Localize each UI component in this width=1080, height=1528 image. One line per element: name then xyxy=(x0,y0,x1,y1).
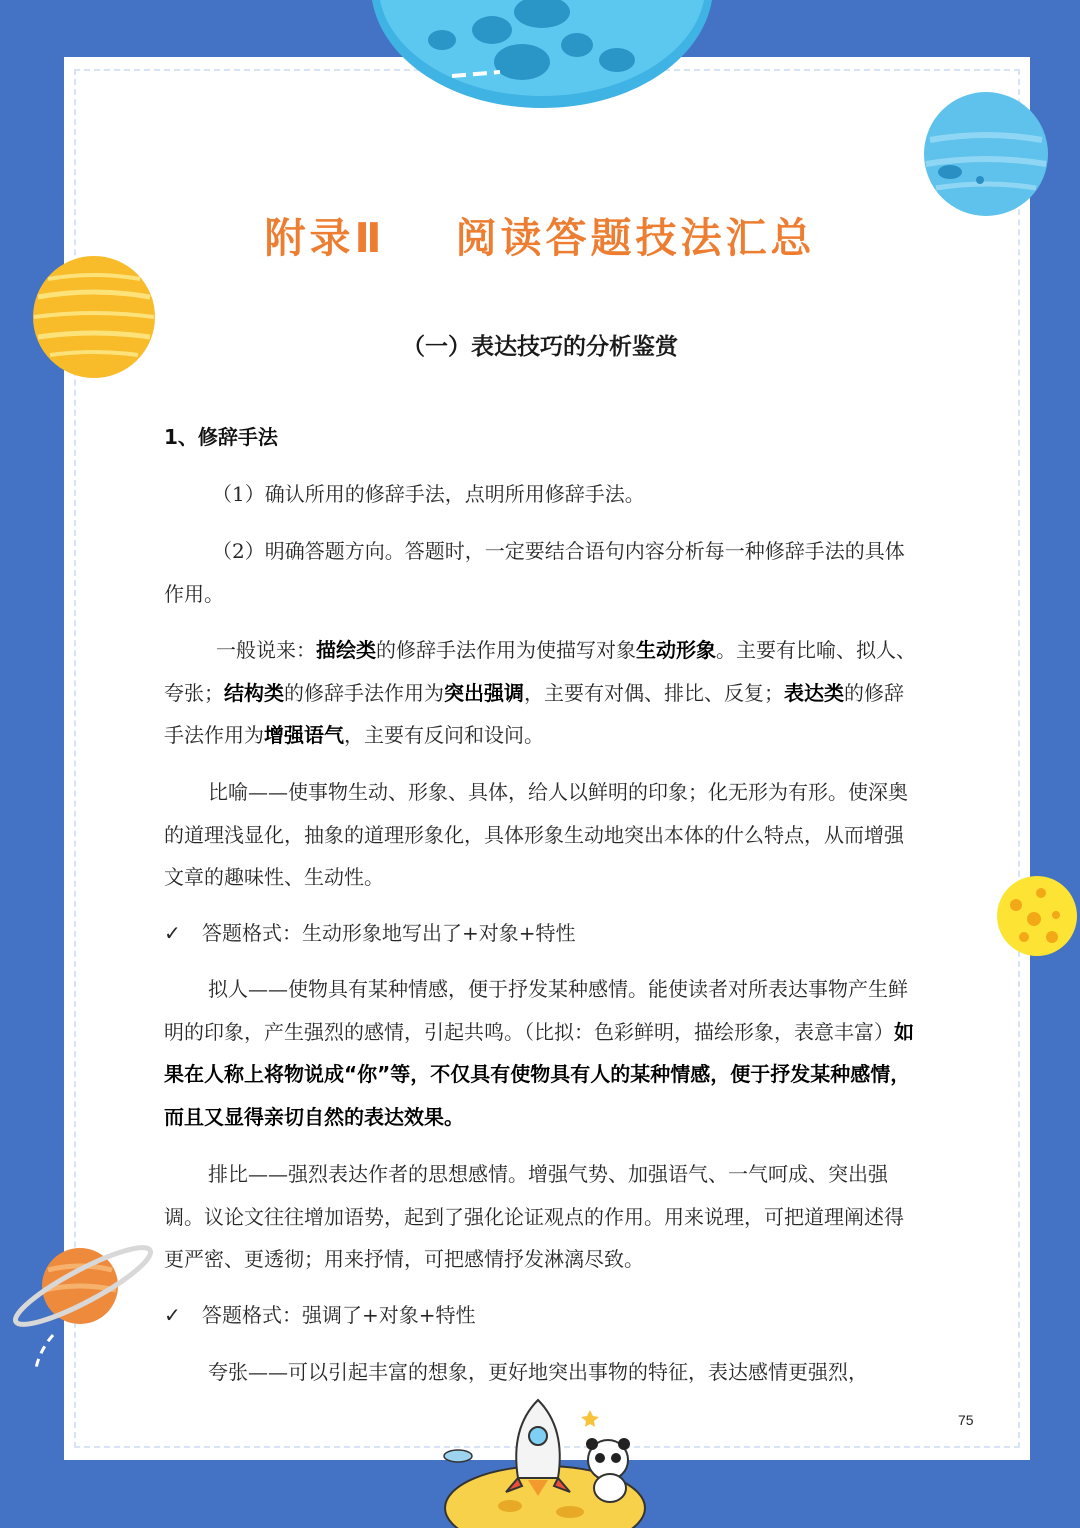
yellow-moon-icon xyxy=(996,875,1078,957)
blue-moon-icon xyxy=(372,0,712,112)
page-title: 附录Ⅱ 阅读答题技法汇总 xyxy=(264,214,816,262)
paragraph-parallelism: 排比——强烈表达作者的思想感情。增强气势、加强语气、一气呵成、突出强调。议论文往往增加语势，起到了强化论证观点的作用。用来说理，可把道理阐述得更严密、更透彻；用来抒情，可把感情抒发淋漓尽致。 xyxy=(164,1162,904,1271)
check-icon: ✓ xyxy=(164,1303,181,1327)
answer-format-2: ✓ 答题格式：强调了+对象+特性 xyxy=(164,1294,916,1337)
paragraph-step-1: （1）确认所用的修辞手法，点明所用修辞手法。 xyxy=(212,482,645,506)
rocket-panda-illustration xyxy=(440,1388,650,1528)
paragraph-general-rule: 一般说来：描绘类的修辞手法作用为使描写对象生动形象。主要有比喻、拟人、夸张；结构类的修辞手法作用为突出强调，主要有对偶、排比、反复；表达类的修辞手法作用为增强语气，主要有反问和设问。 xyxy=(164,638,916,747)
yellow-planet-icon xyxy=(32,255,157,380)
answer-format-1: ✓ 答题格式：生动形象地写出了+对象+特性 xyxy=(164,912,916,955)
ringed-planet-icon xyxy=(8,1240,158,1370)
paragraph-metaphor: 比喻——使事物生动、形象、具体，给人以鲜明的印象；化无形为有形。使深奥的道理浅显化，抽象的道理形象化，具体形象生动地突出本体的什么特点，从而增强文章的趣味性、生动性。 xyxy=(164,780,908,889)
paragraph-step-2: （2）明确答题方向。答题时，一定要结合语句内容分析每一种修辞手法的具体作用。 xyxy=(164,539,905,606)
heading-rhetorical-devices: 1、修辞手法 xyxy=(164,425,278,449)
check-icon: ✓ xyxy=(164,921,181,945)
paragraph-personification: 拟人——使物具有某种情感，便于抒发某种感情。能使读者对所表达事物产生鲜明的印象，产生强烈的感情，引起共鸣。（比拟：色彩鲜明，描绘形象，表意丰富）如果在人称上将物说成“你”等，不仅具有使物具有人的某种情感，便于抒发某种感情，而且又显得亲切自然的表达效果。 xyxy=(164,977,914,1129)
page-number: 75 xyxy=(958,1412,974,1428)
section-heading: （一）表达技巧的分析鉴赏 xyxy=(402,334,678,360)
paragraph-hyperbole: 夸张——可以引起丰富的想象，更好地突出事物的特征，表达感情更强烈， xyxy=(208,1360,868,1384)
blue-planet-icon xyxy=(922,90,1050,218)
